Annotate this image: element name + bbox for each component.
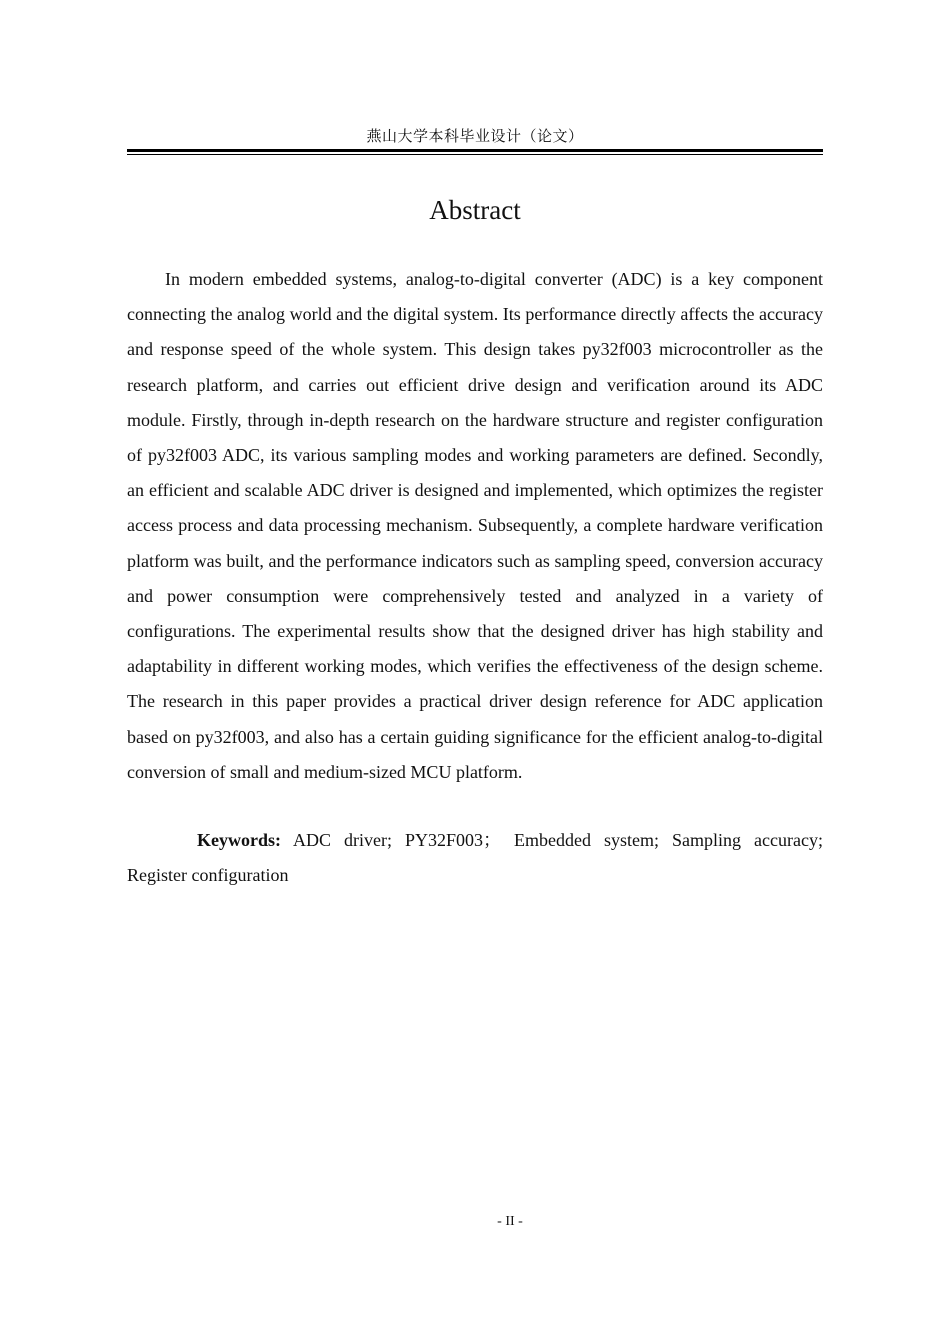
abstract-heading: Abstract xyxy=(429,195,521,225)
header-rule-thin xyxy=(127,154,823,155)
keywords-label: Keywords: xyxy=(197,830,281,850)
running-header: 燕山大学本科毕业设计（论文） xyxy=(366,129,584,145)
keywords-line xyxy=(127,823,823,893)
abstract-paragraph: In modern embedded systems, analog-to-digital converter (ADC) is a key component connecting the analog world and the digital system. Its performance directly affects the accuracy and response speed of the whole system. This design takes py32f003 microcontroller as the research platform, and carries out efficient drive design and verification around its ADC module. Firstly, through in-depth research on the hardware structure and register configuration of py32f003 ADC, its various sampling modes and working parameters are defined. Secondly, an efficient and scalable ADC driver is designed and implemented, which optimizes the register access process and data processing mechanism. Subsequently, a complete hardware verification platform was built, and the performance indicators such as sampling speed, conversion accuracy and power consumption were comprehensively tested and analyzed in a variety of configurations. The experimental results show that the designed driver has high stability and adaptability in different working modes, which verifies the effectiveness of the design scheme. The research in this paper provides a practical driver design reference for ADC application based on py32f003, and also has a certain guiding significance for the efficient analog-to-digital conversion of small and medium-sized MCU platform. xyxy=(127,269,823,782)
keywords-text: ADC driver; PY32F003； Embedded system; Sampling accuracy; Register configuration xyxy=(127,830,823,886)
header-rule-thick xyxy=(127,149,823,152)
page-number: - II - xyxy=(497,1214,523,1229)
